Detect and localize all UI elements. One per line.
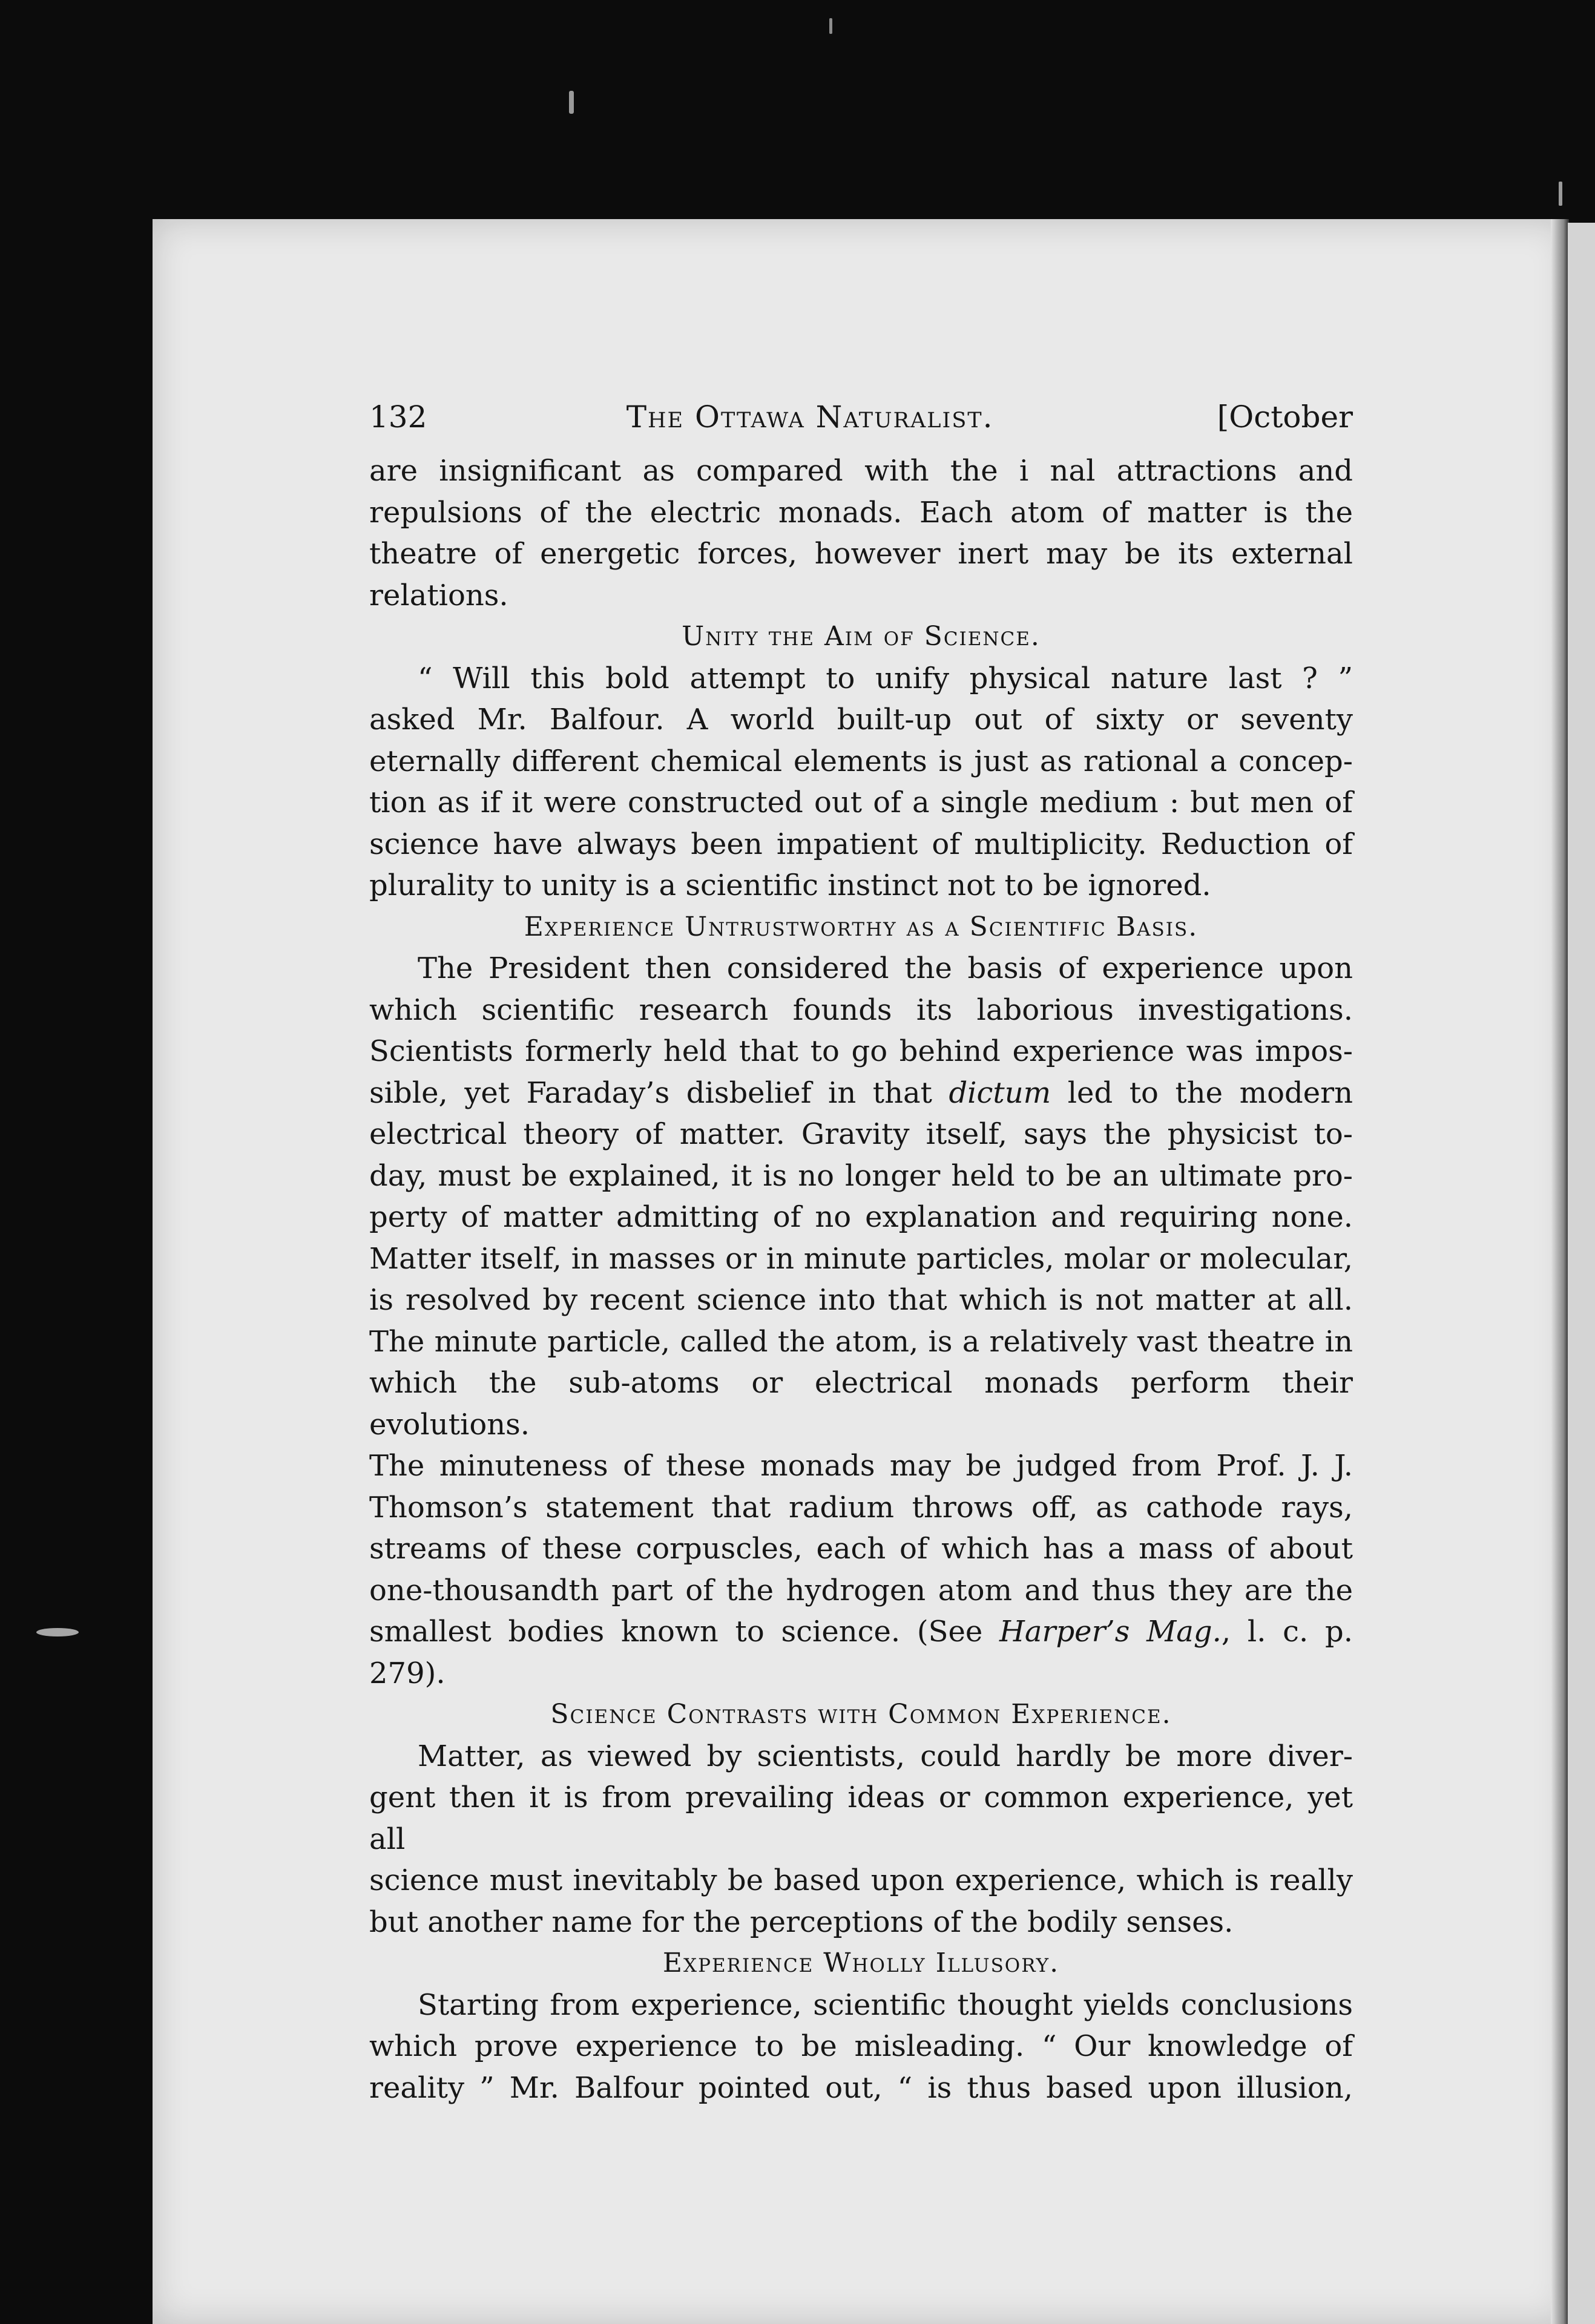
section-heading: Experience Untrustworthy as a Scientific Basis.: [524, 911, 1199, 942]
text-line: Matter itself, in masses or in minute particles, molar or molecular,: [369, 1241, 1353, 1276]
text-line: day, must be explained, it is no longer held to be an ultimate pro-: [369, 1158, 1353, 1193]
italic-term: dictum: [949, 1075, 1051, 1110]
text-line: eternally different chemical elements is just as rational a concep-: [369, 744, 1353, 778]
text-line: plurality to unity is a scientific instinct not to be ignored.: [369, 868, 1211, 902]
text-line: is resolved by recent science into that which is not matter at all.: [369, 1283, 1353, 1317]
text-fragment: sible, yet Faraday’s disbelief in that: [369, 1075, 932, 1110]
text-line: repulsions of the electric monads. Each atom of matter is the: [369, 495, 1353, 530]
text-line: which prove experience to be misleading. “ Our knowledge of: [369, 2029, 1353, 2063]
text-line: science must inevitably be based upon experience, which is really: [369, 1863, 1353, 1897]
text-line: which scientific research founds its laborious investigations.: [369, 993, 1353, 1027]
adjacent-page-edge: [1568, 223, 1595, 2324]
dust-speck: [1559, 182, 1562, 206]
dust-speck: [36, 1628, 79, 1636]
text-line: relations.: [369, 578, 508, 612]
page-text: [369, 399, 1353, 2109]
text-line: The President then considered the basis of experience upon: [418, 951, 1353, 985]
paragraph-4: [369, 1736, 1353, 1943]
text-line: Matter, as viewed by scientists, could hardly be more diver-: [418, 1739, 1353, 1773]
text-fragment: smallest bodies known to science. (See: [369, 1615, 983, 1649]
text-line: one-thousandth part of the hydrogen atom and thus they are the: [369, 1573, 1353, 1607]
paragraph-2: [369, 658, 1353, 907]
text-line: [369, 1072, 1353, 1114]
text-fragment: , l. c. p. 279).: [369, 1615, 1353, 1690]
text-line: streams of these corpuscles, each of which has a mass of about: [369, 1532, 1353, 1566]
paragraph-3: [369, 948, 1353, 1694]
text-line: gent then it is from prevailing ideas or common experience, yet all: [369, 1781, 1353, 1856]
paragraph-5: [369, 1984, 1353, 2109]
text-line: [369, 1611, 1353, 1694]
text-line: The minute particle, called the atom, is a relatively vast theatre in: [369, 1324, 1353, 1359]
text-line: asked Mr. Balfour. A world built-up out of sixty or seventy: [369, 703, 1353, 737]
text-line: theatre of energetic forces, however inert may be its external: [369, 537, 1353, 571]
text-line: Starting from experience, scientific thought yields conclusions: [418, 1988, 1353, 2022]
italic-citation: Harper’s Mag.: [999, 1615, 1222, 1649]
journal-title: The Ottawa Naturalist.: [626, 399, 994, 435]
text-line: Scientists formerly held that to go behind experience was impos-: [369, 1034, 1353, 1068]
text-line: reality ” Mr. Balfour pointed out, “ is thus based upon illusion,: [369, 2070, 1353, 2105]
text-line: electrical theory of matter. Gravity itself, says the physicist to-: [369, 1117, 1353, 1151]
text-line: which the sub-atoms or electrical monads perform their evolutions.: [369, 1366, 1353, 1442]
section-heading: Science Contrasts with Common Experience.: [550, 1699, 1172, 1730]
text-line: but another name for the perceptions of the bodily senses.: [369, 1905, 1234, 1939]
text-line: perty of matter admitting of no explanation and requiring none.: [369, 1200, 1353, 1234]
dust-speck: [569, 91, 574, 114]
issue-month: [October: [1217, 399, 1353, 435]
text-line: science have always been impatient of multiplicity. Reduction of: [369, 827, 1353, 861]
dust-speck: [829, 18, 832, 34]
text-line: are insignificant as compared with the i nal attractions and: [369, 454, 1353, 488]
paragraph-1: [369, 450, 1353, 616]
running-head: [369, 399, 1353, 442]
section-heading: Experience Wholly Illusory.: [662, 1948, 1060, 1978]
text-line: The minuteness of these monads may be judged from Prof. J. J.: [369, 1449, 1353, 1483]
page-gutter: [1551, 219, 1569, 2324]
section-heading: Unity the Aim of Science.: [682, 621, 1041, 652]
text-line: Thomson’s statement that radium throws off, as cathode rays,: [369, 1490, 1353, 1525]
text-fragment: led to the modern: [1067, 1075, 1353, 1110]
text-line: “ Will this bold attempt to unify physical nature last ? ”: [418, 661, 1353, 695]
page-number: 132: [369, 399, 427, 435]
text-line: tion as if it were constructed out of a single medium : but men of: [369, 786, 1353, 819]
